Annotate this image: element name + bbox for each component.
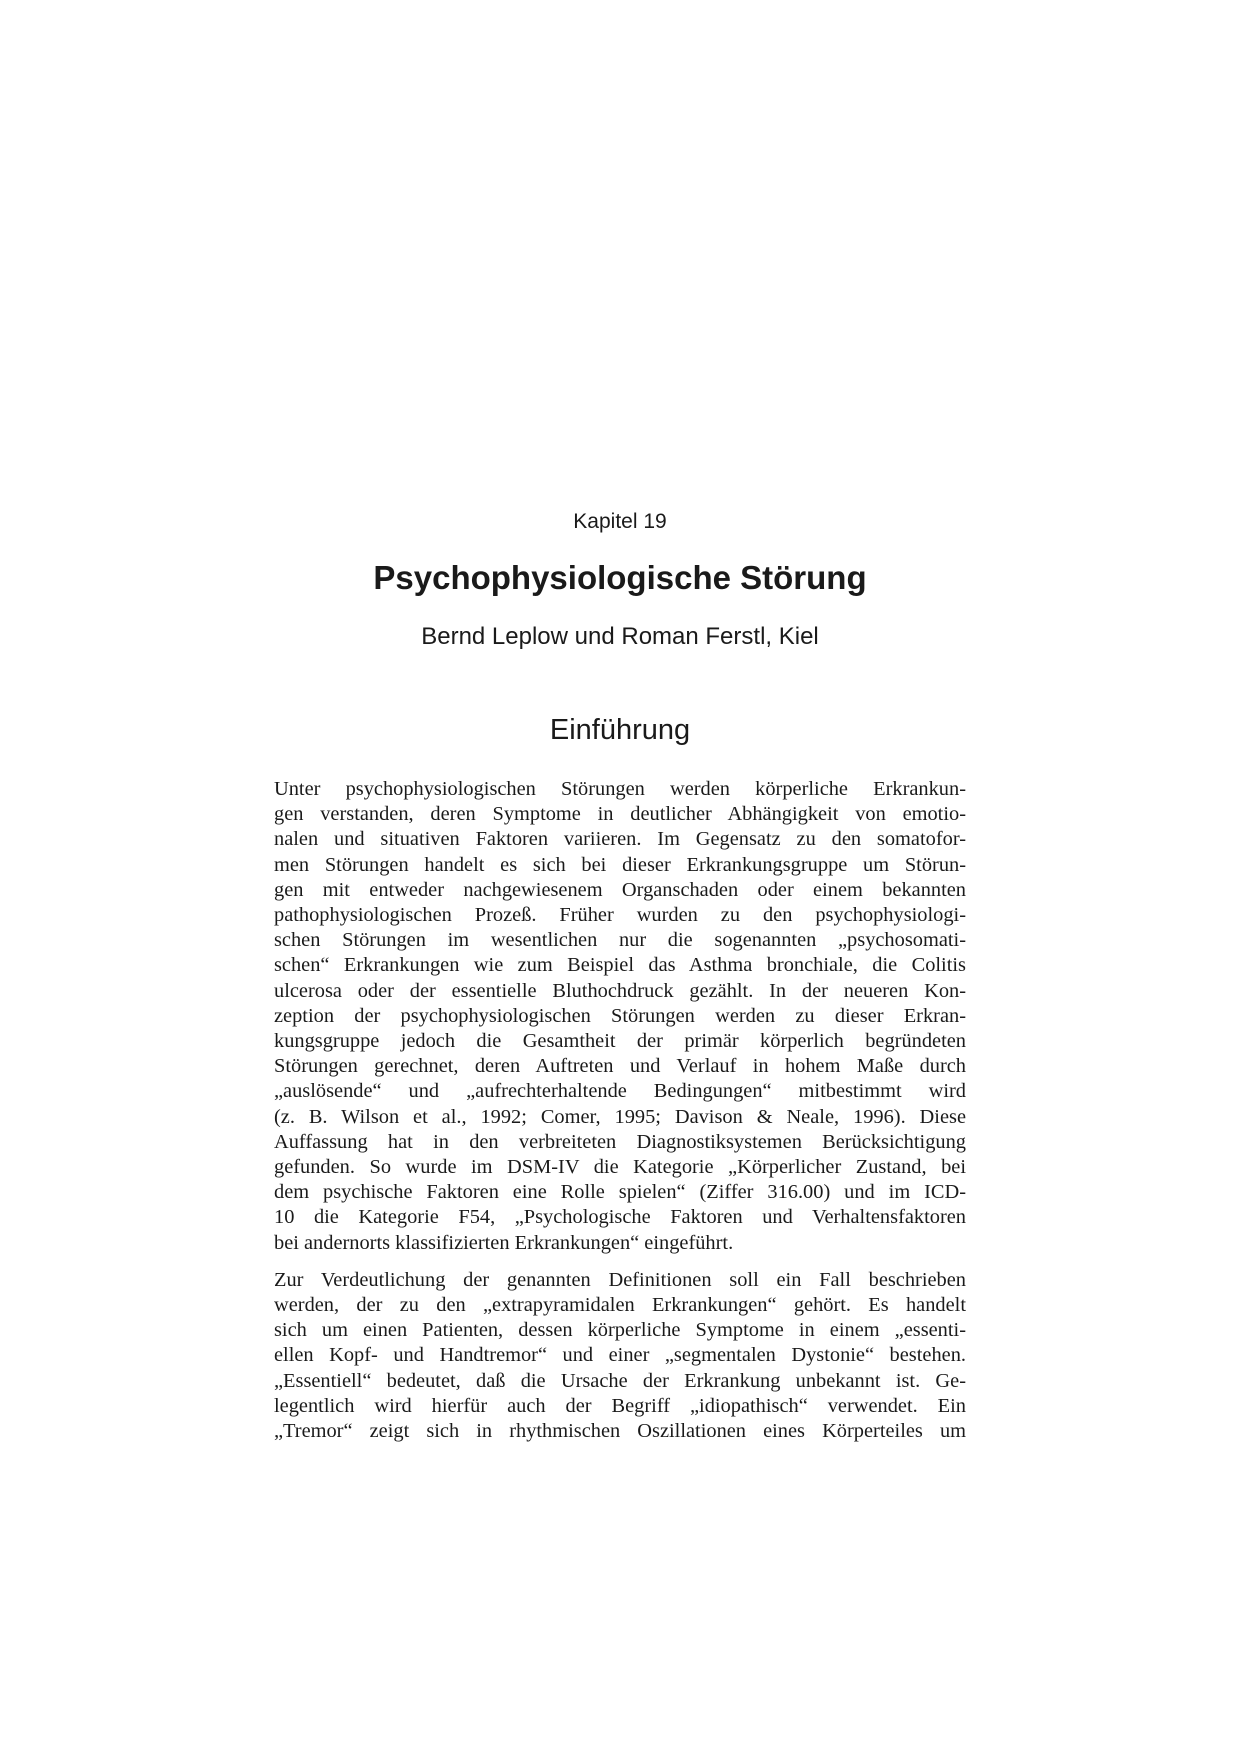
text-line: gefunden. So wurde im DSM-IV die Kategorie „Körperlicher Zustand, bei [274, 1156, 966, 1179]
text-line: „Tremor“ zeigt sich in rhythmischen Oszillationen eines Körperteiles um [274, 1420, 966, 1443]
chapter-title: Psychophysiologische Störung [373, 559, 867, 596]
chapter-label: Kapitel 19 [573, 510, 667, 533]
text-line: bei andernorts klassifizierten Erkrankungen“ eingeführt. [274, 1231, 734, 1254]
text-line: schen Störungen im wesentlichen nur die sogenannten „psychosomati- [274, 929, 966, 952]
text-line: zeption der psychophysiologischen Störungen werden zu dieser Erkran- [274, 1004, 966, 1027]
chapter-authors: Bernd Leplow und Roman Ferstl, Kiel [421, 623, 819, 650]
text-line: pathophysiologischen Prozeß. Früher wurden zu den psychophysiologi- [274, 904, 966, 927]
text-line: werden, der zu den „extrapyramidalen Erkrankungen“ gehört. Es handelt [274, 1294, 966, 1317]
text-line: nalen und situativen Faktoren variieren. Im Gegensatz zu den somatofor- [274, 828, 966, 851]
text-line: kungsgruppe jedoch die Gesamtheit der primär körperlich begründeten [274, 1030, 966, 1053]
text-line: legentlich wird hierfür auch der Begriff „idiopathisch“ verwendet. Ein [274, 1394, 966, 1417]
text-line: „Essentiell“ bedeutet, daß die Ursache der Erkrankung unbekannt ist. Ge- [274, 1369, 966, 1392]
text-line: sich um einen Patienten, dessen körperliche Symptome in einem „essenti- [274, 1319, 966, 1342]
text-line: dem psychische Faktoren eine Rolle spielen“ (Ziffer 316.00) und im ICD- [274, 1181, 966, 1204]
section-heading: Einführung [549, 714, 691, 746]
text-line: Zur Verdeutlichung der genannten Definitionen soll ein Fall beschrieben [274, 1268, 966, 1291]
paragraph-1 [274, 777, 966, 1256]
text-line: 10 die Kategorie F54, „Psychologische Faktoren und Verhaltensfaktoren [274, 1206, 966, 1229]
text-line: gen mit entweder nachgewiesenem Organschaden oder einem bekannten [274, 878, 966, 901]
text-line: men Störungen handelt es sich bei dieser Erkrankungsgruppe um Störun- [274, 853, 966, 876]
text-line: ellen Kopf- und Handtremor“ und einer „segmentalen Dystonie“ bestehen. [274, 1344, 966, 1367]
text-line: gen verstanden, deren Symptome in deutlicher Abhängigkeit von emotio- [274, 803, 966, 826]
text-line: Auffassung hat in den verbreiteten Diagnostiksystemen Berücksichtigung [274, 1130, 966, 1153]
text-line: (z. B. Wilson et al., 1992; Comer, 1995; Davison & Neale, 1996). Diese [274, 1105, 966, 1128]
text-line: Störungen gerechnet, deren Auftreten und Verlauf in hohem Maße durch [274, 1055, 966, 1078]
text-line: Unter psychophysiologischen Störungen werden körperliche Erkrankun- [274, 778, 966, 800]
text-line: ulcerosa oder der essentielle Bluthochdruck gezählt. In der neueren Kon- [274, 979, 966, 1002]
body-text [274, 777, 966, 1456]
text-line: schen“ Erkrankungen wie zum Beispiel das Asthma bronchiale, die Colitis [274, 954, 966, 977]
paragraph-2 [274, 1268, 966, 1444]
text-line: „auslösende“ und „aufrechterhaltende Bedingungen“ mitbestimmt wird [274, 1080, 966, 1103]
